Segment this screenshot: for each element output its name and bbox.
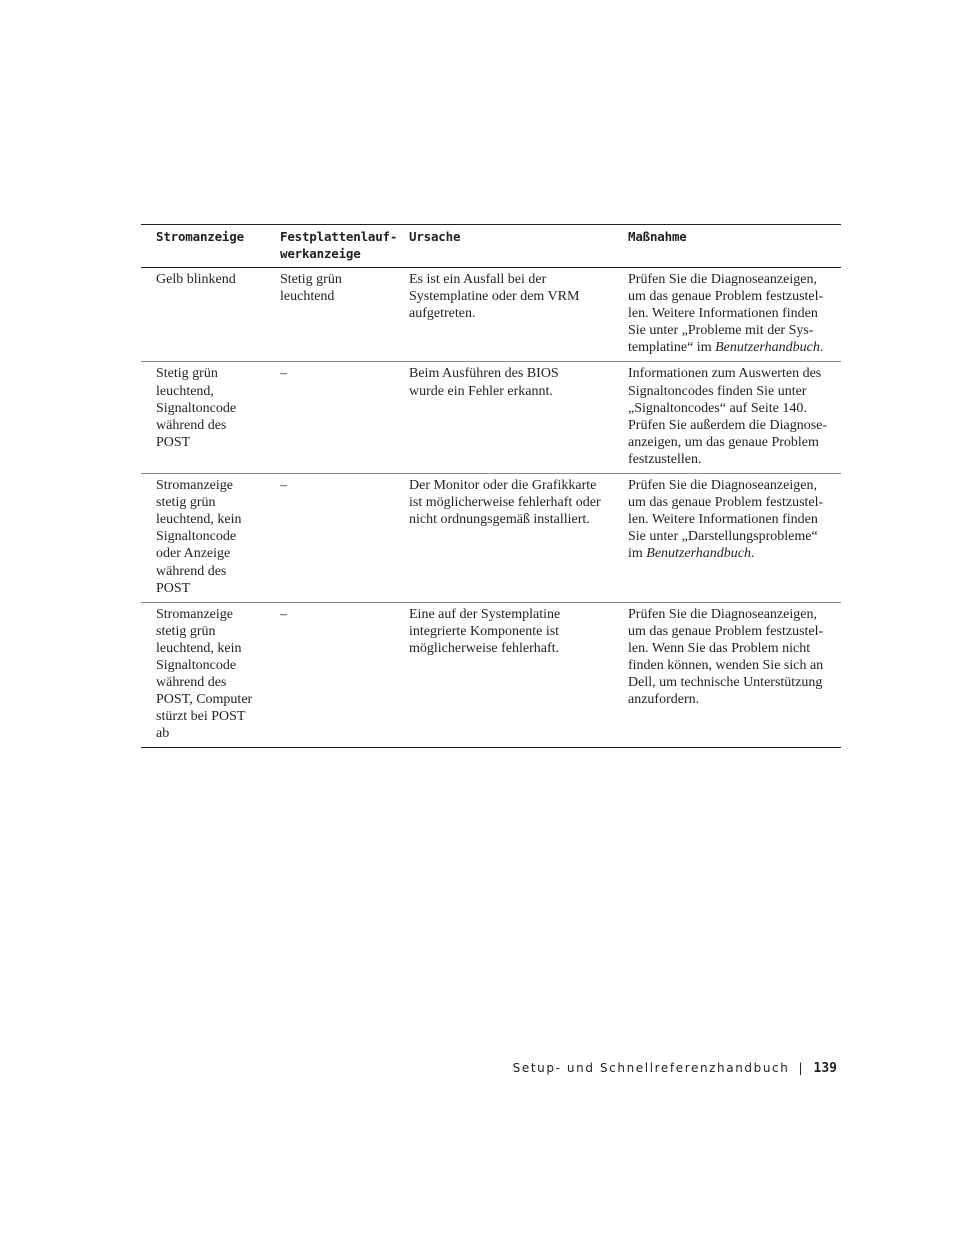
table-body	[141, 268, 841, 748]
cell-cause: Es ist ein Ausfall bei der Systemplatine oder dem VRM aufgetreten.	[409, 272, 580, 322]
header-power-light: Stromanzeige	[156, 229, 244, 244]
footer-separator: |	[798, 1061, 803, 1075]
header-drive-light: Festplattenlauf- werkanzeige	[280, 229, 398, 261]
book-title-reference: Benutzerhandbuch	[646, 546, 752, 562]
cell-power-light: Gelb blinkend	[156, 272, 236, 287]
table-row	[141, 362, 841, 474]
troubleshooting-table-container	[141, 224, 841, 748]
table-row	[141, 268, 841, 362]
page-footer	[513, 1061, 837, 1076]
cell-drive-light: –	[280, 366, 287, 382]
cell-drive-light: –	[280, 606, 287, 622]
table-row	[141, 602, 841, 748]
table-header-row	[141, 225, 841, 268]
cell-power-light: Stromanzeige stetig grün leuchtend, kein Signaltoncode während des POST, Computer stürzt bei POST ab	[156, 606, 253, 742]
power-light-table	[141, 224, 841, 748]
cell-cause: Beim Ausführen des BIOS wurde ein Fehler erkannt.	[409, 366, 559, 399]
cell-action: Prüfen Sie die Diagnoseanzeigen, um das genaue Problem festzustel- len. Weitere Informationen finden Sie unter „Darstellungsprobleme“ im Benutzerhandbuch.	[628, 478, 824, 562]
cell-drive-light: Stetig grün leuchtend	[280, 272, 342, 305]
cell-action: Prüfen Sie die Diagnoseanzeigen, um das genaue Problem festzustel- len. Wenn Sie das Problem nicht finden können, wenden Sie sich an Dell, um technische Unterstützung anzufordern.	[628, 606, 824, 708]
cell-cause: Eine auf der Systemplatine integrierte Komponente ist möglicherweise fehlerhaft.	[409, 606, 561, 656]
page-number: 139	[813, 1061, 837, 1076]
cell-cause: Der Monitor oder die Grafikkarte ist möglicherweise fehlerhaft oder nicht ordnungsgemäß installiert.	[409, 478, 601, 528]
book-title-reference: Benutzerhandbuch	[715, 340, 820, 356]
cell-action: Informationen zum Auswerten des Signaltoncodes finden Sie unter „Signaltoncodes“ auf Seite 140. Prüfen Sie außerdem die Diagnose- anzeigen, um das genaue Problem festzustellen.	[628, 366, 828, 467]
header-action: Maßnahme	[628, 229, 687, 244]
cell-power-light: Stetig grün leuchtend, Signaltoncode während des POST	[156, 366, 237, 450]
footer-title: Setup- und Schnellreferenzhandbuch	[512, 1061, 790, 1075]
table-row	[141, 474, 841, 603]
cell-drive-light: –	[280, 478, 287, 494]
header-cause: Ursache	[409, 229, 461, 244]
cell-power-light: Stromanzeige stetig grün leuchtend, kein Signaltoncode oder Anzeige während des POST	[156, 478, 242, 596]
cell-action: Prüfen Sie die Diagnoseanzeigen, um das genaue Problem festzustel- len. Weitere Informationen finden Sie unter „Probleme mit der Sys- templatine“ im Benutzerhandbuch.	[628, 272, 824, 356]
